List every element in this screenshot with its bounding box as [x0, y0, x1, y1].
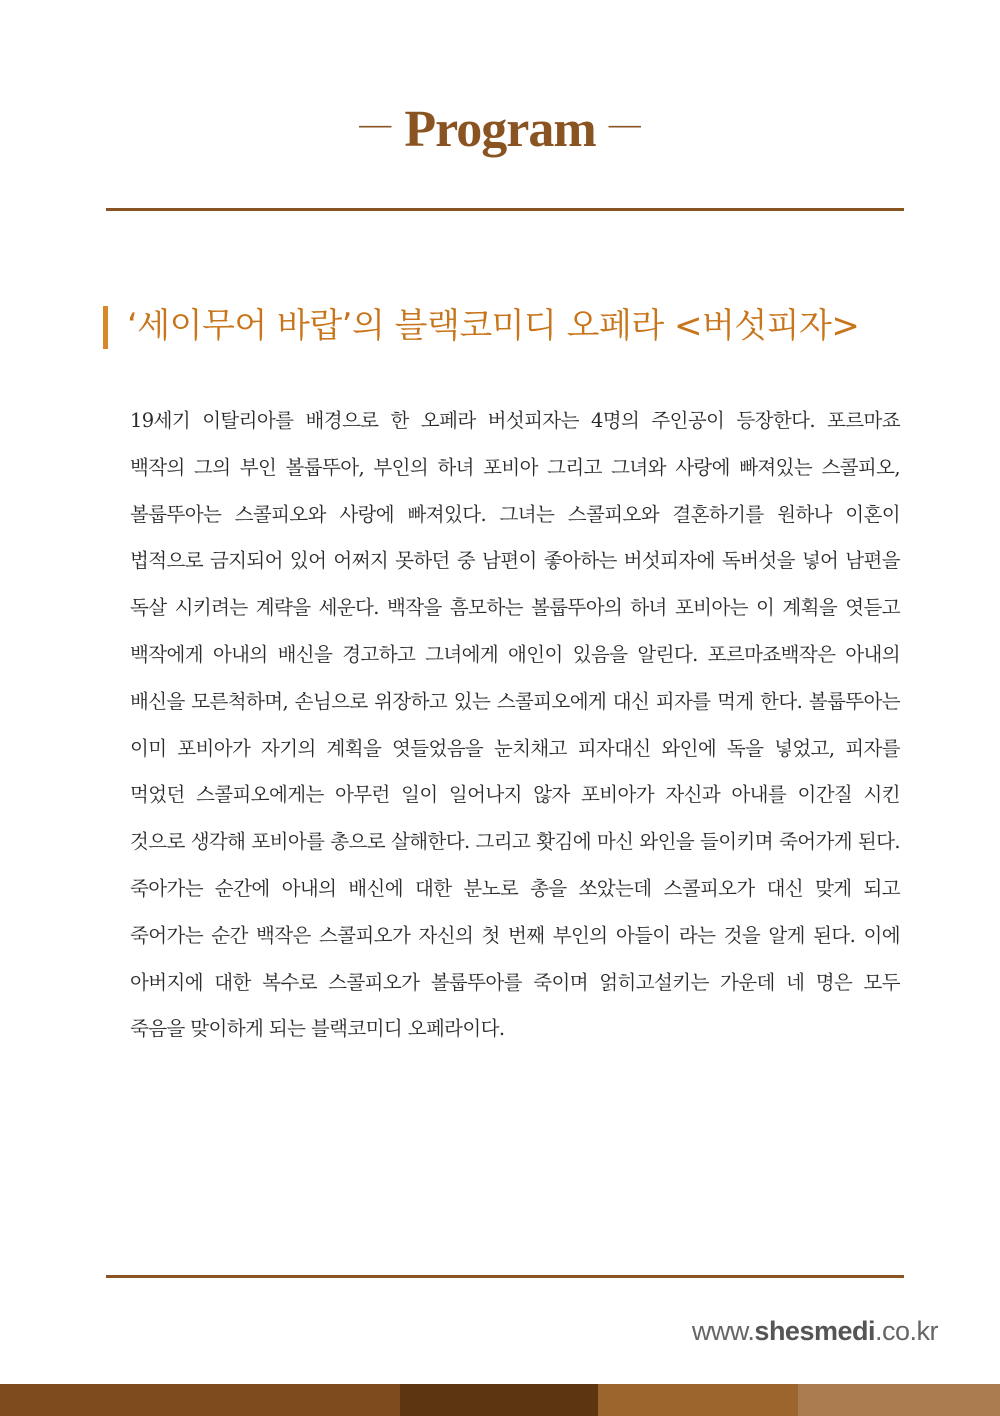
bottom-divider [106, 1275, 904, 1278]
header-dash-left: — [359, 105, 392, 141]
footer-color-bars [0, 1384, 1000, 1416]
footer-bar-segment [400, 1384, 598, 1416]
page-title: Program [404, 101, 596, 158]
header-dash-right: — [608, 105, 641, 141]
website-url [692, 1316, 938, 1347]
page-header [0, 100, 1000, 159]
url-brand: shesmedi [754, 1316, 875, 1346]
footer-bar-segment [598, 1384, 798, 1416]
url-prefix: www. [691, 1316, 755, 1346]
section-heading-block [103, 304, 923, 348]
section-heading: ‘세이무어 바랍’의 블랙코미디 오페라 <버섯피자> [127, 306, 860, 346]
footer-bar-segment [0, 1384, 200, 1416]
heading-marker-bar [103, 306, 108, 349]
synopsis-paragraph: 19세기 이탈리아를 배경으로 한 오페라 버섯피자는 4명의 주인공이 등장한다. 포르마죠 백작의 그의 부인 볼룹뚜아, 부인의 하녀 포비아 그리고 그녀와 사랑에 빠져있는 스콜피오, 볼룹뚜아는 스콜피오와 사랑에 빠져있다. 그녀는 스콜피오와 결혼하기를 원하나 이혼이 법적으로 금지되어 있어 어쩌지 못하던 중 남편이 좋아하는 버섯피자에 독버섯을 넣어 남편을 독살 시키려는 계략을 세운다. 백작을 흠모하는 볼룹뚜아의 하녀 포비아는 이 계획을 엿듣고 백작에게 아내의 배신을 경고하고 그녀에게 애인이 있음을 알린다. 포르마죠백작은 아내의 배신을 모른척하며, 손님으로 위장하고 있는 스콜피오에게 대신 피자를 먹게 한다. 볼룹뚜아는 이미 포비아가 자기의 계획을 엿들었음을 눈치채고 피자대신 와인에 독을 넣었고, 피자를 먹었던 스콜피오에게는 아무런 일이 일어나지 않자 포비아가 자신과 아내를 이간질 시킨 것으로 생각해 포비아를 총으로 살해한다. 그리고 홧김에 마신 와인을 들이키며 죽어가게 된다. 죽아가는 순간에 아내의 배신에 대한 분노로 총을 쏘았는데 스콜피오가 대신 맞게 되고 죽어가는 순간 백작은 스콜피오가 자신의 첫 번째 부인의 아들이 라는 것을 알게 된다. 이에 아버지에 대한 복수로 스콜피오가 볼룹뚜아를 죽이며 얽히고설키는 가운데 네 명은 모두 죽음을 맞이하게 되는 블랙코미디 오페라이다. [130, 409, 900, 1041]
footer-bar-segment [200, 1384, 400, 1416]
footer-bar-segment [798, 1384, 1000, 1416]
top-divider [106, 208, 904, 211]
url-suffix: .co.kr [874, 1316, 938, 1346]
